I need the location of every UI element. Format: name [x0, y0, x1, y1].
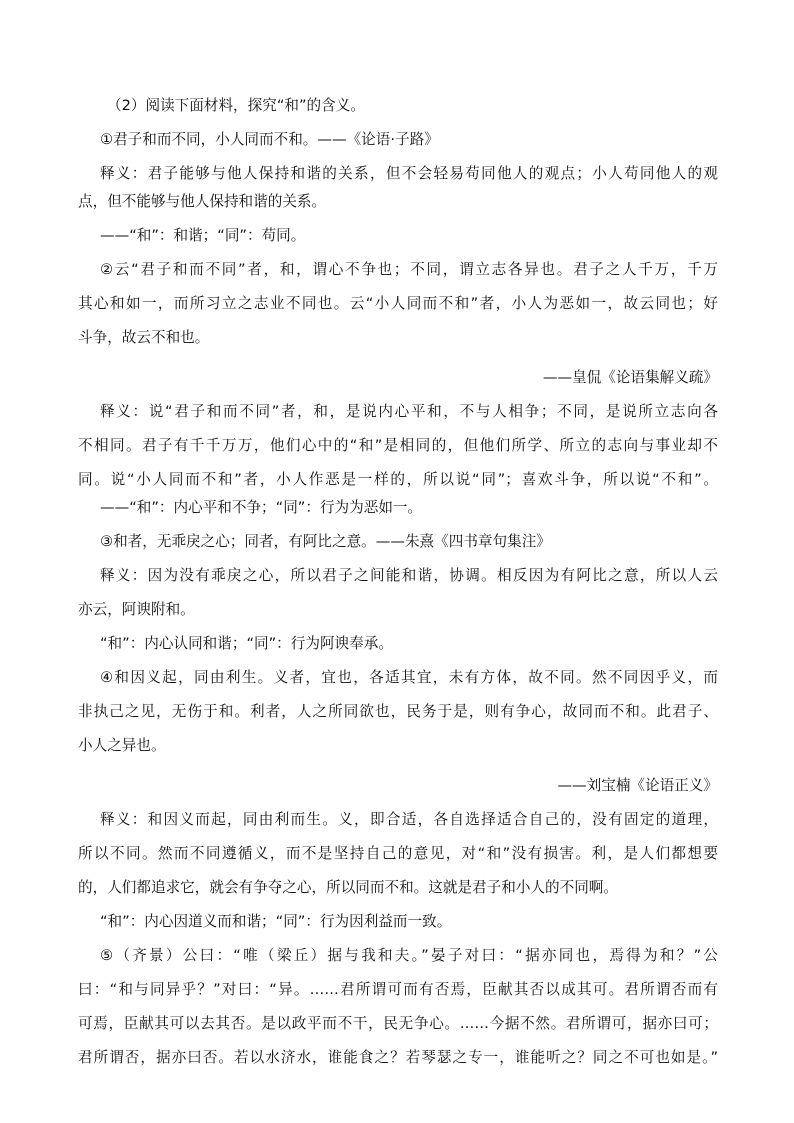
source-4-quote-line: 小人之异也。 [78, 737, 166, 754]
source-2-quote-line: 斗争，故云不和也。 [78, 329, 210, 346]
source-1-quote: ①君子和而不同，小人同而不和。——《论语·子路》 [100, 131, 439, 148]
source-5-quote-line: 君所谓否，据亦曰否。若以水济水，谁能食之？若琴瑟之专一，谁能听之？同之不可也如是。” [78, 1049, 718, 1066]
source-2-explanation-line: 不相同。君子有千千万万，他们心中的“和”是相同的，但他们所学、所立的志向与事业却不 [78, 437, 718, 454]
source-4-attribution: ——刘宝楠《论语正义》 [557, 777, 718, 794]
source-4-quote-line: ④和因义起，同由利生。义者，宜也，各适其宜，未有方体，故不同。然不同因乎义，而 [100, 669, 718, 686]
source-4-explanation-line: 所以不同。然而不同遵循义，而不是坚持自己的意见，对“和”没有损害。利，是人们都想要 [78, 845, 718, 862]
source-5-quote-line: 可焉，臣献其可以去其否。是以政平而不干，民无争心。……今据不然。君所谓可，据亦曰可； [78, 1015, 718, 1032]
source-2-attribution: ——皇侃《论语集解义疏》 [542, 369, 718, 386]
source-2-definition: ——“和”：内心平和不争；“同”：行为为恶如一。 [100, 499, 423, 516]
question-prompt: （2）阅读下面材料，探究“和”的含义。 [107, 97, 365, 114]
source-2-quote-line: 其心和如一，而所习立之志业不同也。云“小人同而不和”者，小人为恶如一，故云同也；好 [78, 295, 718, 312]
source-2-explanation-line: 释义：说“君子和而不同”者，和，是说内心平和，不与人相争；不同，是说所立志向各 [100, 403, 718, 420]
source-5-quote-line: ⑤（齐景）公曰：“唯（梁丘）据与我和夫。”晏子对曰：“据亦同也，焉得为和？”公 [100, 947, 718, 964]
source-4-quote-line: 非执己之见，无伤于和。利者，人之所同欲也，民务于是，则有争心，故同而不和。此君子、 [78, 703, 718, 720]
source-2-quote-line: ②云“君子和而不同”者，和，谓心不争也；不同，谓立志各异也。君子之人千万，千万 [100, 261, 718, 278]
source-1-explanation-line: 释义：君子能够与他人保持和谐的关系，但不会轻易苟同他人的观点；小人苟同他人的观 [100, 165, 718, 182]
source-3-definition: “和”：内心认同和谐；“同”：行为阿谀奉承。 [100, 635, 393, 652]
source-4-explanation-line: 释义：和因义而起，同由利而生。义，即合适，各自选择适合自己的，没有固定的道理， [100, 811, 718, 828]
source-3-quote: ③和者，无乖戾之心；同者，有阿比之意。——朱熹《四书章句集注》 [100, 533, 551, 550]
source-2-explanation-line: 同。说“小人同而不和”者，小人作恶是一样的，所以说“同”；喜欢斗争，所以说“不和”。 [78, 471, 718, 488]
source-1-definition: ——“和”：和谐；“同”：苟同。 [100, 227, 306, 244]
source-4-explanation-line: 的，人们都追求它，就会有争夺之心，所以同而不和。这就是君子和小人的不同啊。 [78, 879, 618, 896]
source-3-explanation-line: 亦云，阿谀附和。 [78, 601, 195, 618]
document-body [78, 92, 718, 1072]
source-3-explanation-line: 释义：因为没有乖戾之心，所以君子之间能和谐，协调。相反因为有阿比之意，所以人云 [100, 567, 718, 584]
source-4-definition: “和”：内心因道义而和谐；“同”：行为因利益而一致。 [100, 913, 452, 930]
source-1-explanation-line: 点，但不能够与他人保持和谐的关系。 [78, 193, 327, 210]
source-5-quote-line: 曰：“和与同异乎？”对曰：“异。……君所谓可而有否焉，臣献其否以成其可。君所谓否而有 [78, 981, 718, 998]
